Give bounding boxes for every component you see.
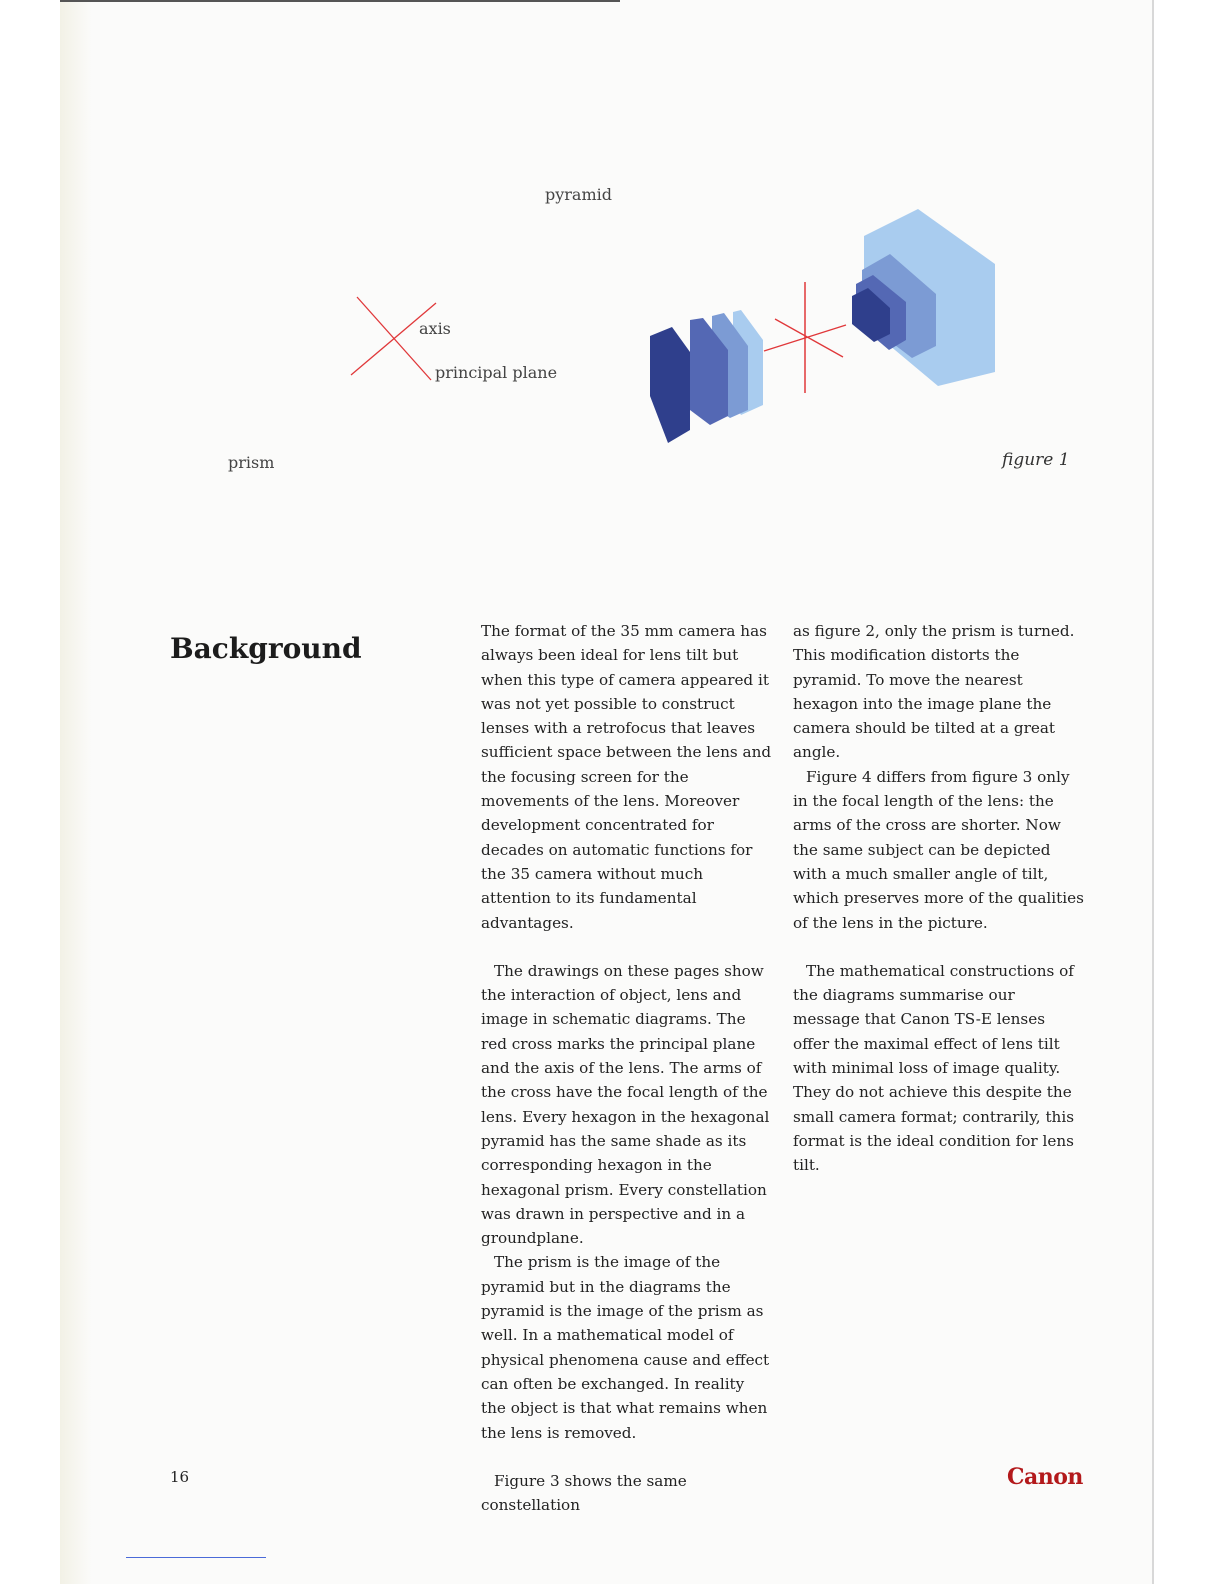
- canon-logo: Canon: [1007, 1464, 1083, 1490]
- text-column-1: [481, 619, 773, 1517]
- column1-paragraph-4: Figure 3 shows the same constellation: [481, 1471, 687, 1515]
- label-prism: prism: [228, 453, 275, 472]
- lens-cross: [764, 282, 846, 393]
- column1-paragraph-1: The format of the 35 mm camera has always been ideal for lens tilt but when this type of camera appeared it was not yet possible to construct lenses with a retrofocus that leaves sufficient space between the lens and the focusing screen for the movements of the lens. Moreover development concentrated for decades on automatic functions for the 35 camera without much attention to its fundamental advantages.: [481, 622, 772, 932]
- hexagonal-pyramid: [852, 209, 995, 386]
- column2-paragraph-2: Figure 4 differs from figure 3 only in the focal length of the lens: the arms of the cross are shorter. Now the same subject can be depicted with a much smaller angle of tilt, which preserves more of the qualities of the lens in the picture.: [793, 767, 1084, 932]
- section-heading: Background: [170, 632, 362, 665]
- figure-caption: figure 1: [1002, 450, 1070, 470]
- column1-paragraph-2: The drawings on these pages show the interaction of object, lens and image in schematic diagrams. The red cross marks the principal plane and the axis of the lens. The arms of the cross have the focal length of the lens. Every hexagon in the hexagonal pyramid has the same shade as its corresponding hexagon in the hexagonal prism. Every constellation was drawn in perspective and in a groundplane.: [481, 961, 770, 1248]
- label-pyramid: pyramid: [545, 185, 612, 204]
- hexagonal-prism: [650, 310, 763, 443]
- legend-cross-plane-arm: [351, 303, 436, 375]
- page-number: 16: [170, 1468, 190, 1486]
- prism-hexagon-1: [650, 327, 690, 443]
- column2-paragraph-1: as figure 2, only the prism is turned. This modification distorts the pyramid. To move the nearest hexagon into the image plane the camera should be tilted at a great angle.: [793, 622, 1075, 762]
- label-principal-plane: principal plane: [435, 363, 558, 382]
- column2-paragraph-3: The mathematical constructions of the diagrams summarise our message that Canon TS-E lenses offer the maximal effect of lens tilt with minimal loss of image quality. They do not achieve this despite the small camera format; contrarily, this format is the ideal condition for lens tilt.: [793, 961, 1074, 1175]
- text-column-2: [793, 619, 1085, 1178]
- column1-paragraph-3: The prism is the image of the pyramid but in the diagrams the pyramid is the image of the prism as well. In a mathematical model of physical phenomena cause and effect can often be exchanged. In reality the object is that what remains when the lens is removed.: [481, 1253, 770, 1442]
- lens-cross-diagonal-1: [775, 319, 843, 357]
- label-axis: axis: [419, 319, 451, 338]
